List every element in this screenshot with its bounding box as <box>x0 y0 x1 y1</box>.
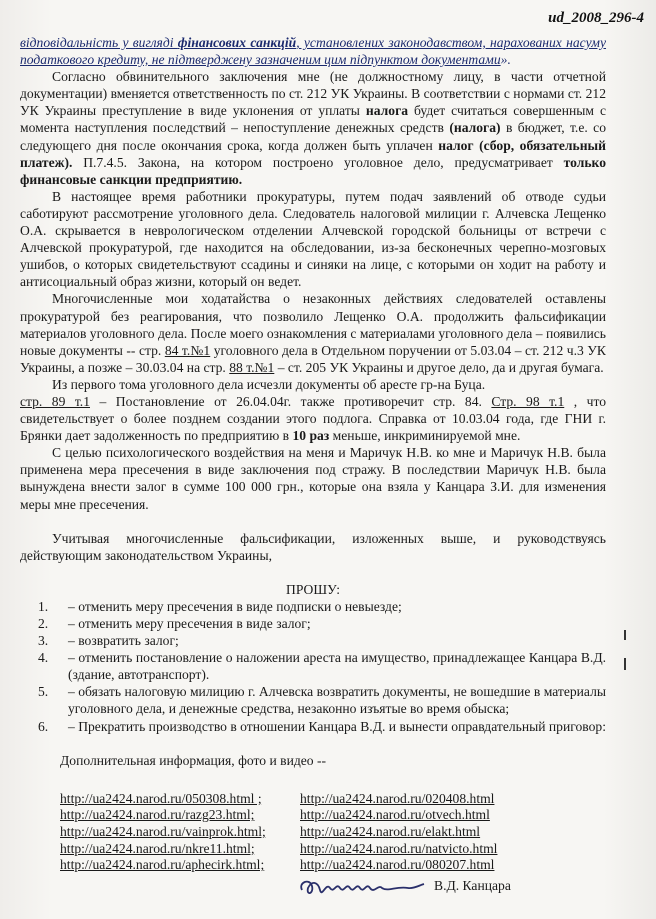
p1-h: только финансовые санкции предприятию. <box>20 154 606 187</box>
request-item-text: – обязать налоговую милицию г. Алчевска возвратить документы, не вошедшие в материалы уголовного дела, и денежные средства, незаконно изъятые во время обыска; <box>68 684 606 717</box>
signatory-name: В.Д. Канцара <box>434 878 511 893</box>
p1-b: налога <box>365 103 409 119</box>
request-item-text: – отменить меру пресечения в виде залог; <box>68 616 311 631</box>
ua-line2: суму податкового кредиту, не підтверджену зазначеним цим підпунктом документами <box>20 35 607 68</box>
paragraph-indictment <box>20 68 606 188</box>
ua-line1a: відповідальність у вигляді <box>20 35 178 50</box>
ua-line1c: , установлених законодавством, нарахованих на <box>296 35 580 50</box>
p5-d: меньше, инкриминируемой мне. <box>329 428 521 444</box>
paragraph-conclusion: Учитывая многочисленные фальсификации, изложенных выше, и руководствуясь действующим законодательством Украины, <box>20 530 606 563</box>
paragraph-motions <box>20 290 606 375</box>
links-grid <box>60 791 606 874</box>
link[interactable]: http://ua2424.narod.ru/otvech.html <box>300 807 490 823</box>
ukrainian-quote <box>20 34 606 68</box>
p5-c: 10 раз <box>292 428 330 444</box>
handwritten-signature <box>296 872 426 906</box>
p3-b: уголовного дела в Отдельном поручении от 5.03.04 – ст. 212 ч.3 УК Украины, а позже – 30.03.04 на стр. <box>20 342 606 375</box>
request-item-text: – отменить меру пресечения в виде подписки о невыезде; <box>68 598 402 614</box>
request-item-number: 5. <box>38 684 49 700</box>
request-item-text: – Прекратить производство в отношении Канцара В.Д. и вынести оправдательный приговор: <box>68 718 606 734</box>
request-heading: ПРОШУ: <box>286 581 340 597</box>
request-item <box>20 683 606 717</box>
document-id: ud_2008_296-4 <box>548 10 644 26</box>
page-ref-89: стр. 89 т.1 <box>20 393 90 409</box>
ua-line1b: фінансових санкцій <box>177 35 297 50</box>
link[interactable]: http://ua2424.narod.ru/050308.html ; <box>60 790 262 806</box>
p5-b: , что свидетельствует о более позднем создании этого подлога. Справка от 10.03.04 года, где ГНИ г. Брянки дает задолженность по предприятию в <box>20 393 606 444</box>
paragraph-missing-docs: Из первого тома уголовного дела исчезли документы об аресте гр-на Буца. <box>52 376 486 392</box>
p3-c: – ст. 205 УК Украины и другое дело, да и другая бумага. <box>274 359 604 375</box>
request-item-text: – отменить постановление о наложении ареста на имущество, принадлежащее Канцара В.Д. (здание, автотранспорт). <box>68 650 606 683</box>
link[interactable]: http://ua2424.narod.ru/080207.html <box>300 857 495 873</box>
request-item <box>20 649 606 683</box>
request-item <box>20 598 606 615</box>
link[interactable]: http://ua2424.narod.ru/020408.html <box>300 790 495 806</box>
document-body <box>20 34 606 874</box>
link[interactable]: http://ua2424.narod.ru/nkre11.html; <box>60 840 255 856</box>
p1-a: Согласно обвинительного заключения мне (не должностному лицу, в части отчетной документации) вменяется ответственность по ст. 212 УК Украины. В соответствии с нормами ст. 212 УК Украины преступление в виде уклонения от уплаты <box>20 69 606 119</box>
paragraph-forgery <box>20 393 606 444</box>
request-item-number: 2. <box>38 616 49 631</box>
link[interactable]: http://ua2424.narod.ru/natvicto.html <box>300 840 498 856</box>
request-item-number: 4. <box>38 650 49 666</box>
request-item-text: – возвратить залог; <box>68 633 179 649</box>
request-item-number: 3. <box>38 633 49 649</box>
margin-mark <box>624 630 626 640</box>
p5-a: – Постановление от 26.04.04г. также противоречит стр. 84. <box>90 393 492 409</box>
p1-g: П.7.4.5. Закона, на котором построено уголовное дело, предусматривает <box>72 154 564 170</box>
extra-info-title: Дополнительная информация, фото и видео -- <box>60 752 327 768</box>
ua-line2-end: ». <box>500 52 511 68</box>
request-list <box>20 598 606 735</box>
request-item <box>20 615 606 632</box>
page-ref-98: Стр. 98 т.1 <box>491 393 565 409</box>
paragraph-detention: С целью психологического воздействия на меня и Маричук Н.В. ко мне и Маричук Н.В. была применена мера пресечения в виде заключения под стражу. В последствии Маричук Н.В. была вынуждена внести залог в сумме 100 000 грн., которые она взяла у Канцара З.И. для изменения меры мне пресечения. <box>20 445 606 512</box>
p1-e: в бюджет, т.е. со следующего дня после окончания срока, когда должен быть уплачен <box>20 120 606 153</box>
p1-c: будет считаться совершенным с момента наступления последствий – непоступление денежных средств <box>20 103 606 136</box>
request-item-number: 1. <box>38 598 49 614</box>
link[interactable]: http://ua2424.narod.ru/elakt.html <box>300 823 481 839</box>
page-ref-88: 88 т.№1 <box>229 359 275 375</box>
p3-a: Многочисленные мои ходатайства о незаконных действиях следователей оставлены прокуратурой без реагирования, что позволило Лещенко О.А. продолжить фальсификации материалов уголовного дела. После моего ознакомления с материалами уголовного дела – появились новые документы -- стр. <box>20 291 606 358</box>
link[interactable]: http://ua2424.narod.ru/vainprok.html; <box>60 823 266 839</box>
link[interactable]: http://ua2424.narod.ru/aphecirk.html; <box>60 857 265 873</box>
margin-mark <box>624 658 626 670</box>
link[interactable]: http://ua2424.narod.ru/razg23.html; <box>60 807 255 823</box>
p1-d: (налога) <box>449 120 501 136</box>
request-item <box>20 718 606 735</box>
page-ref-84: 84 т.№1 <box>164 342 211 358</box>
p1-f: налог (сбор, обязательный платеж). <box>20 137 606 170</box>
paragraph-prosecutors: В настоящее время работники прокуратуры, путем подач заявлений об отводе судьи саботируют рассмотрение уголовного дела. Следователь налоговой милиции г. Алчевска Лещенко О.А. скрывается в неврологическом отделении Алчевской городской больницы от встречи с Алчевской прокуратурой, где находится на обследовании, из-за бесконечных черепно-мозговых ушибов, о которых свидетельствуют ссадины и синяки на лице, с которыми он ходит на работу и антисоциальный образ жизни, который он ведет. <box>20 188 606 290</box>
request-item-number: 6. <box>38 718 49 734</box>
request-item <box>20 632 606 649</box>
